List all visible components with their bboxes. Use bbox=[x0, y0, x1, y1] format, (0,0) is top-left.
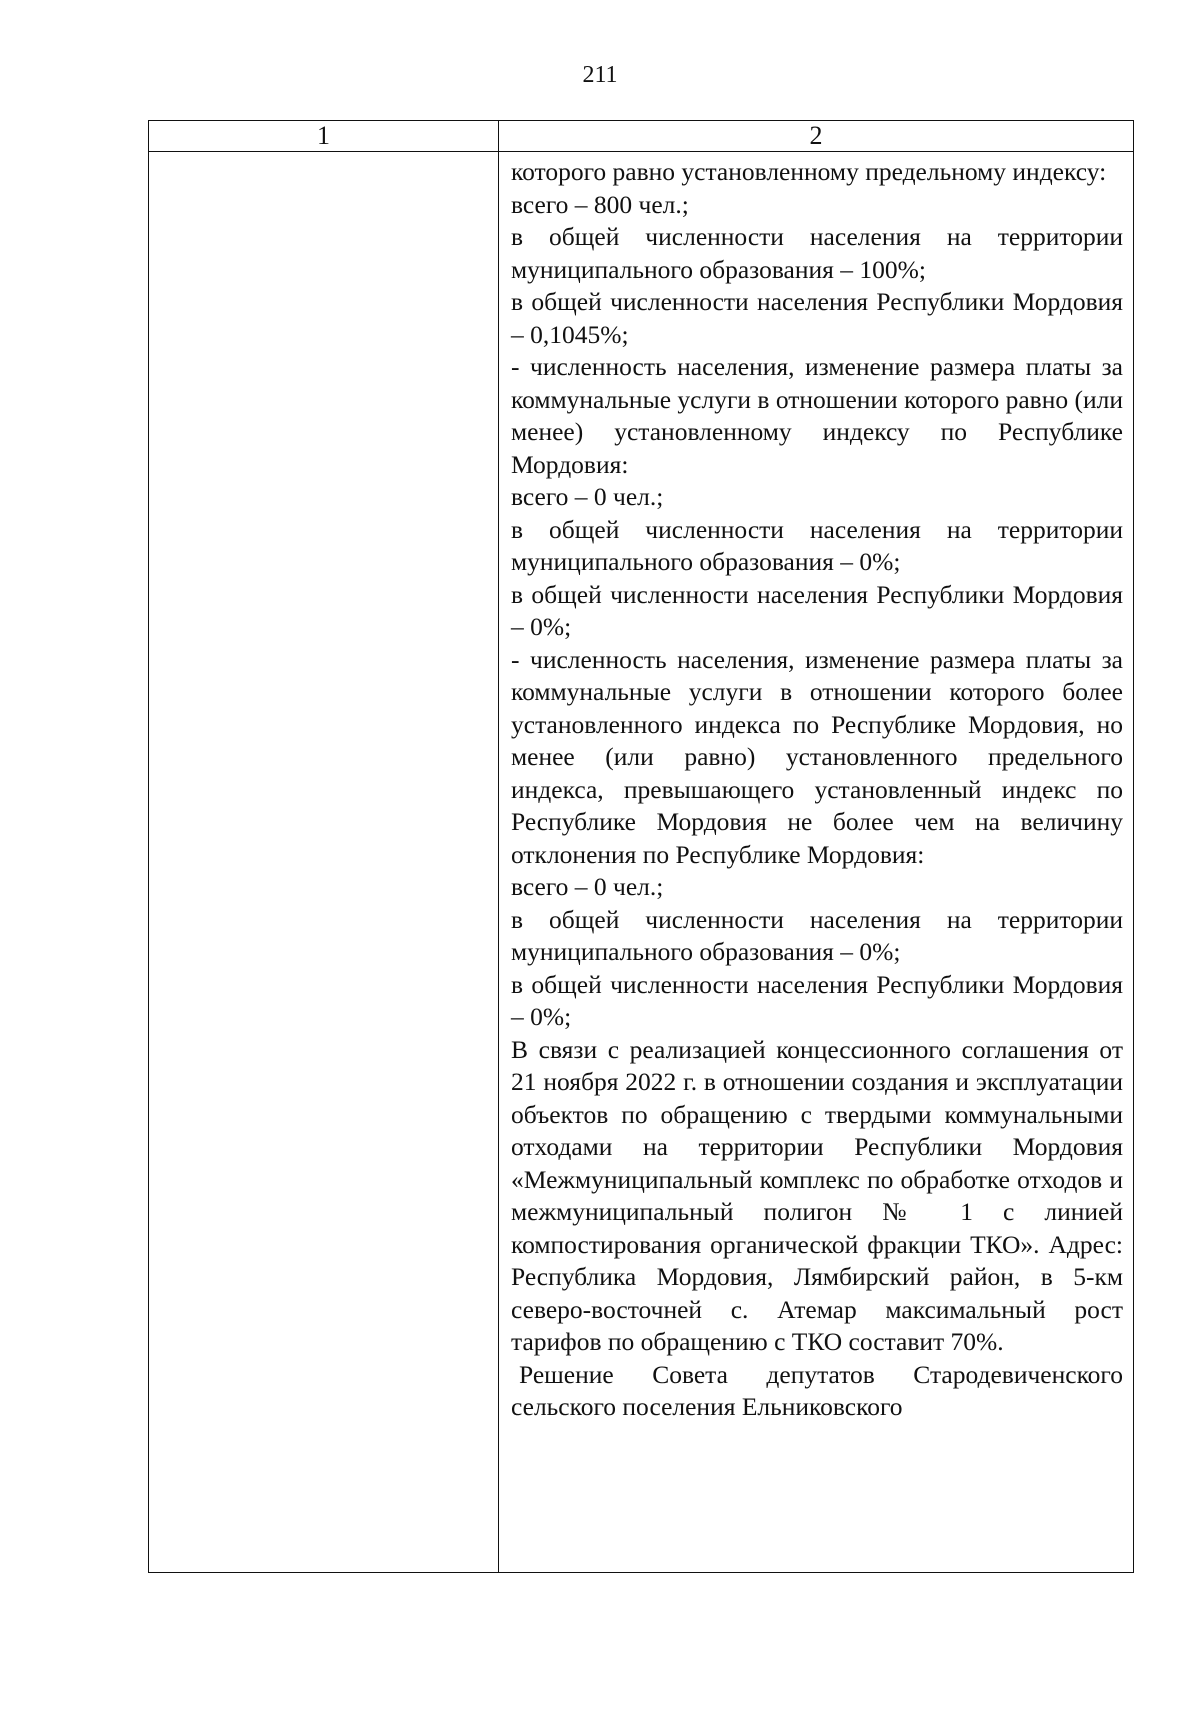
table-header-row bbox=[149, 121, 1134, 152]
column-header-2: 2 bbox=[499, 121, 1134, 152]
paragraph: в общей численности населения на территории муниципального образования – 0%; bbox=[511, 514, 1123, 576]
paragraph: которого равно установленному предельному индексу: bbox=[511, 157, 1107, 186]
paragraph: Решение Совета депутатов Стародевиченского сельского поселения Ельниковского bbox=[511, 1359, 1123, 1421]
page-number: 211 bbox=[582, 62, 618, 88]
paragraph: в общей численности населения Республики Мордовия – 0%; bbox=[511, 969, 1123, 1031]
paragraph: В связи с реализацией концессионного соглашения от 21 ноября 2022 г. в отношении создания и эксплуатации объектов по обращению с твердыми коммунальными отходами на территории Республики Мордовия «Межмуниципальный комплекс по обработке отходов и межмуниципальный полигон № 1 с линией компостирования органической фракции ТКО». Адрес: Республика Мордовия, Лямбирский район, в 5-км северо-восточней с. Атемар максимальный рост тарифов по обращению с ТКО составит 70%. bbox=[511, 1034, 1123, 1356]
document-table bbox=[148, 120, 1134, 1573]
paragraph: в общей численности населения на территории муниципального образования – 100%; bbox=[511, 222, 1123, 284]
paragraph: - численность населения, изменение размера платы за коммунальные услуги в отношении которого равно (или менее) установленному индексу по Республике Мордовия: bbox=[511, 352, 1123, 479]
paragraph: всего – 800 чел.; bbox=[511, 189, 689, 219]
table-row bbox=[149, 152, 1134, 1573]
paragraph: в общей численности населения Республики Мордовия – 0%; bbox=[511, 579, 1123, 641]
column-header-1: 1 bbox=[149, 121, 499, 152]
column-2-cell bbox=[499, 152, 1134, 1573]
paragraph: в общей численности населения Республики Мордовия – 0,1045%; bbox=[511, 287, 1123, 349]
paragraph: всего – 0 чел.; bbox=[511, 482, 664, 511]
paragraph: в общей численности населения на территории муниципального образования – 0%; bbox=[511, 904, 1123, 966]
paragraph: - численность населения, изменение размера платы за коммунальные услуги в отношении которого более установленного индекса по Республике Мордовия, но менее (или равно) установленного предельного индекса, превышающего установленный индекс по Республике Мордовия не более чем на величину отклонения по Республике Мордовия: bbox=[511, 644, 1123, 869]
paragraph: всего – 0 чел.; bbox=[511, 872, 664, 901]
column-1-cell bbox=[149, 152, 499, 1573]
